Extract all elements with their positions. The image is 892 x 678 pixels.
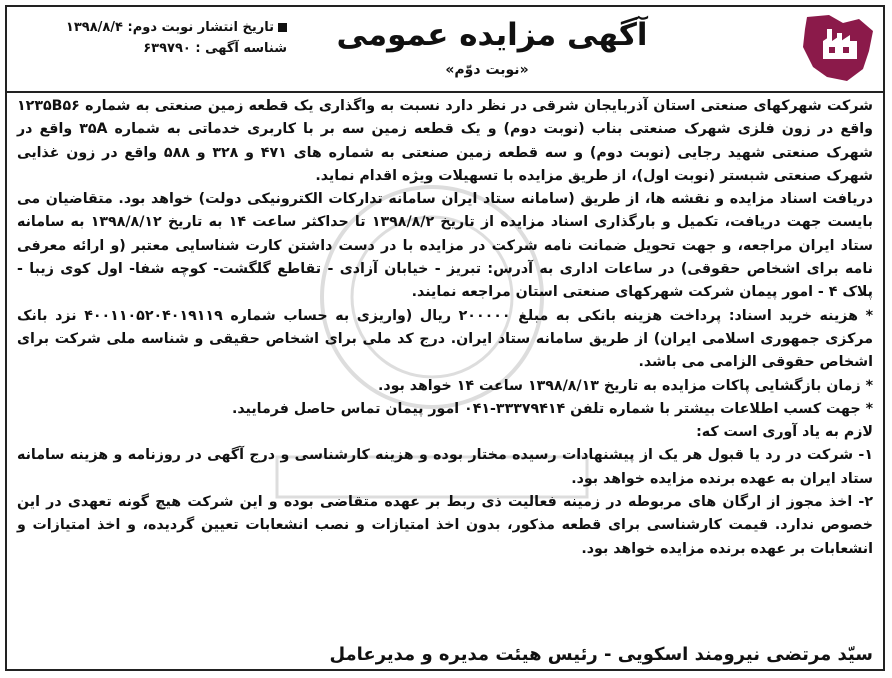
auction-notice [5, 5, 885, 671]
bullet-icon [278, 23, 287, 32]
publish-date: تاریخ انتشار نوبت دوم: ۱۳۹۸/۸/۴ [65, 20, 274, 35]
paragraph-fee: * هزینه خرید اسناد: پرداخت هزینه بانکی به مبلغ ۲۰۰۰۰۰ ریال (واریزی به حساب شماره ۴۰۰۱۱۰۵۲۰۴۰۱۹۱۱۹ نزد بانک مرکزی جمهوری اسلامی ایران) از طریق سامانه ستاد ایران. درج کد ملی برای اشخاص حقیقی و شناسه ملی شرکت برای اشخاص حقوقی الزامی می باشد. [17, 307, 873, 371]
paragraph-reminder: لازم به یاد آوری است که: [696, 424, 873, 441]
round-label: «نوبت دوّم» [445, 62, 529, 78]
paragraph-documents: دریافت اسناد مزایده و نقشه ها، از طریق (سامانه ستاد ایران سامانه تدارکات الکترونیکی دولت) خواهد بود. متقاضیان می بایست جهت دریافت، تکمیل و بارگذاری اسناد مزایده از تاریخ ۱۳۹۸/۸/۲ تا حداکثر ساعت ۱۴ به تاریخ ۱۳۹۸/۸/۱۲ به سامانه ستاد ایران مراجعه، و جهت تحویل ضمانت نامه شرکت در مزایده با در دست داشتن کارت شناسایی معتبر (و ارائه معرفی نامه برای اشخاص حقوقی) در ساعات اداری به آدرس: تبریز - خیابان آزادی - تقاطع گلگشت- کوچه شفا- اول کوی زیبا - پلاک ۴ - امور پیمان شرکت شهرکهای صنعتی استان مراجعه نمایند. [17, 191, 873, 301]
signature: سیّد مرتضی نیرومند اسکویی - رئیس هیئت مدیره و مدیرعامل [329, 644, 873, 665]
factory-map-icon [799, 11, 877, 85]
notice-body [17, 95, 873, 637]
paragraph-contact: * جهت کسب اطلاعات بیشتر با شماره تلفن ۳۳۳۷۹۴۱۴-۰۴۱ امور پیمان تماس حاصل فرمایید. [231, 400, 873, 417]
ad-id: شناسه آگهی : ۶۳۹۷۹۰ [143, 41, 287, 56]
notice-header [7, 7, 883, 93]
paragraph-opening: * زمان بازگشایی پاکات مزایده به تاریخ ۱۳۹۸/۸/۱۳ ساعت ۱۴ خواهد بود. [377, 377, 873, 394]
page-title: آگهی مزایده عمومی [336, 17, 648, 53]
notice-meta [37, 17, 287, 59]
paragraph-item1: ۱- شرکت در رد یا قبول هر یک از پیشنهادات رسیده مختار بوده و هزینه کارشناسی و درج آگهی در روزنامه و هزینه سامانه ستاد ایران به عهده برنده مزایده خواهد بود. [17, 447, 873, 487]
paragraph-intro: شرکت شهرکهای صنعتی استان آذربایجان شرقی در نظر دارد نسبت به واگذاری یک قطعه زمین صنعتی به شماره ۱۲۳۵B۵۶ واقع در زون فلزی شهرک صنعتی بناب (نوبت دوم) و یک قطعه زمین سه بر با کاربری خدماتی به شماره ۳۵A واقع در شهرک صنعتی شهید رجایی (نوبت دوم) و سه قطعه زمین صنعتی به شماره های ۴۷۱ و ۳۲۸ و ۵۸۸ واقع در زون غذایی شهرک صنعتی شبستر (نوبت اول)، از طریق مزایده با تسهیلات ویژه اقدام نماید. [17, 98, 873, 184]
paragraph-item2: ۲- اخذ مجوز از ارگان های مربوطه در زمینه فعالیت ذی ربط بر عهده متقاضی بوده و این شرکت هیچ گونه تعهدی در این خصوص ندارد. قیمت کارشناسی برای قطعه مذکور، بدون اخذ امتیازات و نصب انشعابات تعیین گردیده، و اخذ امتیازات و انشعابات بر عهده برنده مزایده خواهد بود. [17, 494, 873, 557]
